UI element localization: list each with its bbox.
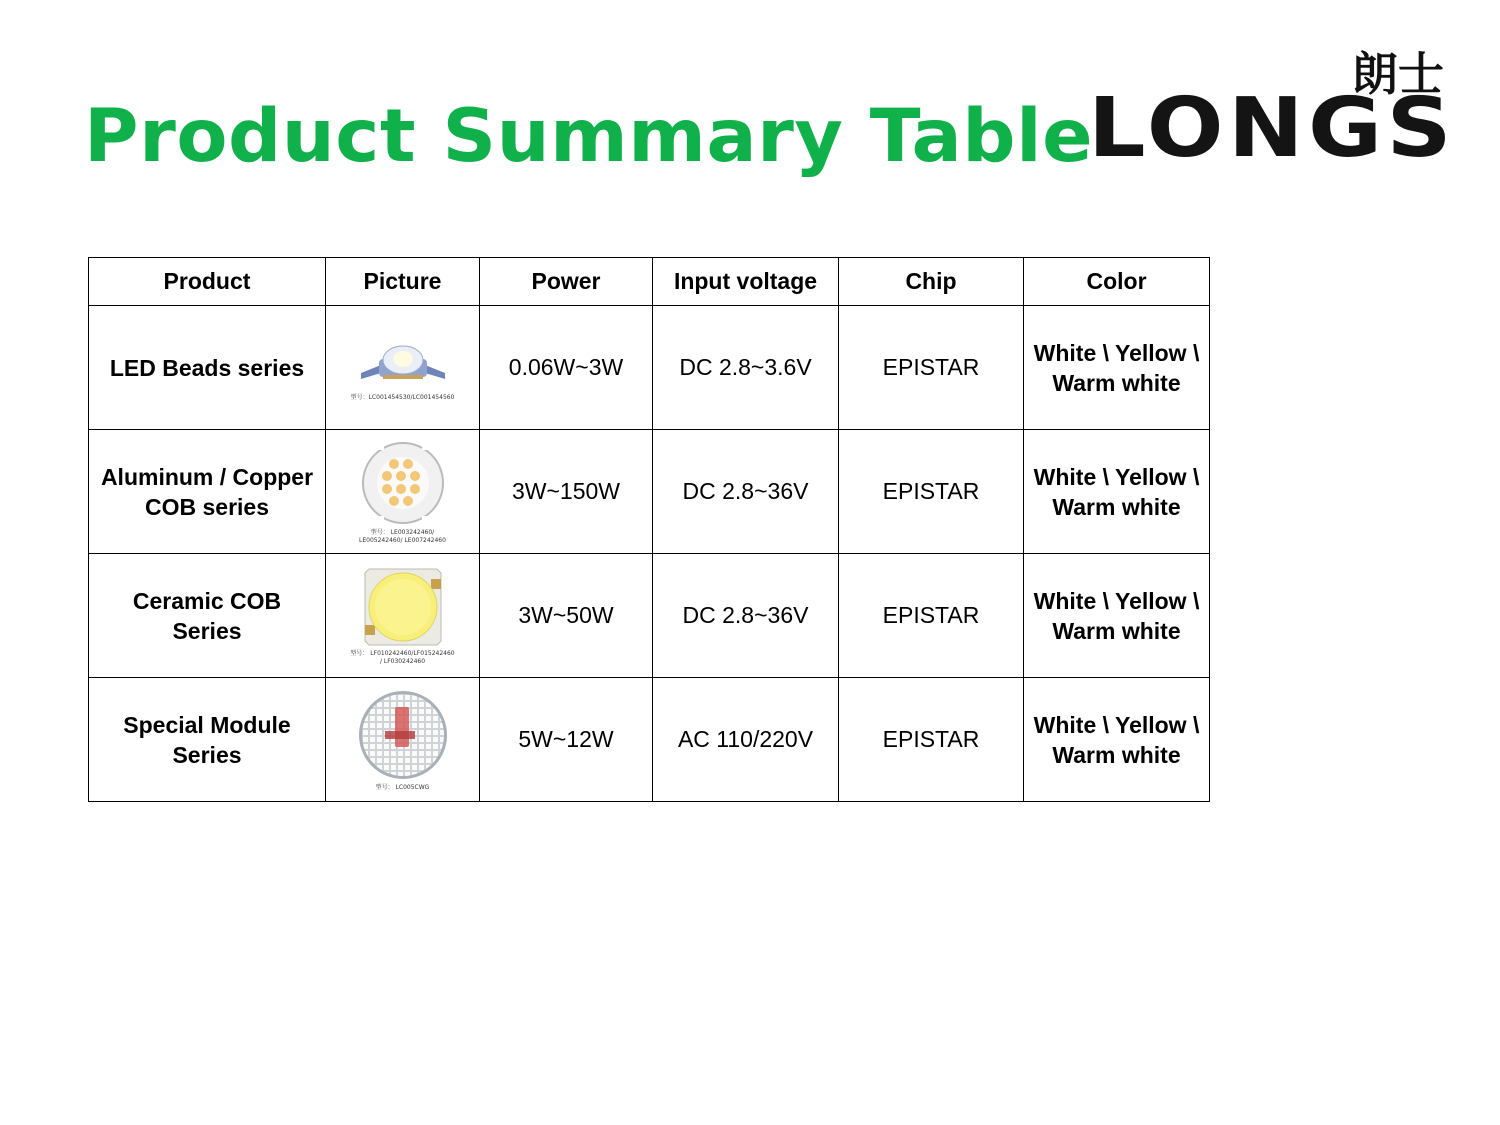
power-cell: 3W~50W — [480, 554, 653, 678]
table-row — [89, 554, 1210, 678]
ceramic-cob-image — [361, 565, 445, 649]
led-bead-image — [353, 333, 453, 393]
color-line-2: Warm white — [1052, 741, 1181, 768]
logo-en-text: LONGS — [1088, 81, 1456, 162]
picture-cell — [326, 554, 480, 678]
voltage-cell: DC 2.8~3.6V — [653, 306, 839, 430]
color-cell — [1024, 306, 1210, 430]
product-summary-table — [88, 257, 1210, 802]
color-line-1: White \ Yellow \ — [1033, 587, 1200, 614]
color-line-1: White \ Yellow \ — [1033, 711, 1200, 738]
product-name-line-1: Ceramic COB — [132, 587, 282, 614]
header-input-voltage: Input voltage — [653, 258, 839, 306]
special-module-image — [355, 687, 451, 783]
table-row — [89, 430, 1210, 554]
header-chip: Chip — [839, 258, 1024, 306]
color-cell — [1024, 678, 1210, 802]
aluminum-cob-image — [358, 438, 448, 528]
product-name-line-1: Aluminum / Copper — [100, 463, 314, 490]
color-line-2: Warm white — [1052, 617, 1181, 644]
picture-cell — [326, 678, 480, 802]
product-name-line-2: Series — [172, 741, 242, 768]
product-name-line-2: Series — [172, 617, 242, 644]
chip-cell: EPISTAR — [839, 678, 1024, 802]
logo-cn-text: 朗士 — [1352, 47, 1444, 101]
product-name-line-2: COB series — [144, 493, 269, 520]
chip-cell: EPISTAR — [839, 554, 1024, 678]
product-cell — [89, 554, 326, 678]
model-caption: 型号： LC005CWG — [375, 784, 430, 791]
table-row — [89, 678, 1210, 802]
header-color: Color — [1024, 258, 1210, 306]
picture-cell — [326, 430, 480, 554]
color-cell — [1024, 430, 1210, 554]
color-line-2: Warm white — [1052, 493, 1181, 520]
power-cell: 3W~150W — [480, 430, 653, 554]
table-header-row — [89, 258, 1210, 306]
power-cell: 0.06W~3W — [480, 306, 653, 430]
header-picture: Picture — [326, 258, 480, 306]
voltage-cell: DC 2.8~36V — [653, 430, 839, 554]
page-title: Product Summary Table — [84, 94, 1094, 179]
header-product: Product — [89, 258, 326, 306]
chip-cell: EPISTAR — [839, 430, 1024, 554]
color-cell — [1024, 554, 1210, 678]
model-caption: 型号：LC001454530/LC001454560 — [350, 394, 455, 401]
picture-cell — [326, 306, 480, 430]
product-cell — [89, 430, 326, 554]
model-caption: 型号： LF010242460/LF015242460 / LF030242460 — [350, 650, 455, 665]
voltage-cell: DC 2.8~36V — [653, 554, 839, 678]
color-line-2: Warm white — [1052, 369, 1181, 396]
header-power: Power — [480, 258, 653, 306]
product-cell — [89, 678, 326, 802]
product-cell — [89, 306, 326, 430]
longs-logo — [1086, 40, 1460, 162]
table-row — [89, 306, 1210, 430]
model-caption: 型号： LE003242460/ LE005242460/ LE007242460 — [359, 529, 446, 544]
power-cell: 5W~12W — [480, 678, 653, 802]
chip-cell: EPISTAR — [839, 306, 1024, 430]
color-line-1: White \ Yellow \ — [1033, 339, 1200, 366]
product-name: LED Beads series — [109, 354, 305, 381]
color-line-1: White \ Yellow \ — [1033, 463, 1200, 490]
voltage-cell: AC 110/220V — [653, 678, 839, 802]
product-name-line-1: Special Module — [123, 711, 291, 738]
